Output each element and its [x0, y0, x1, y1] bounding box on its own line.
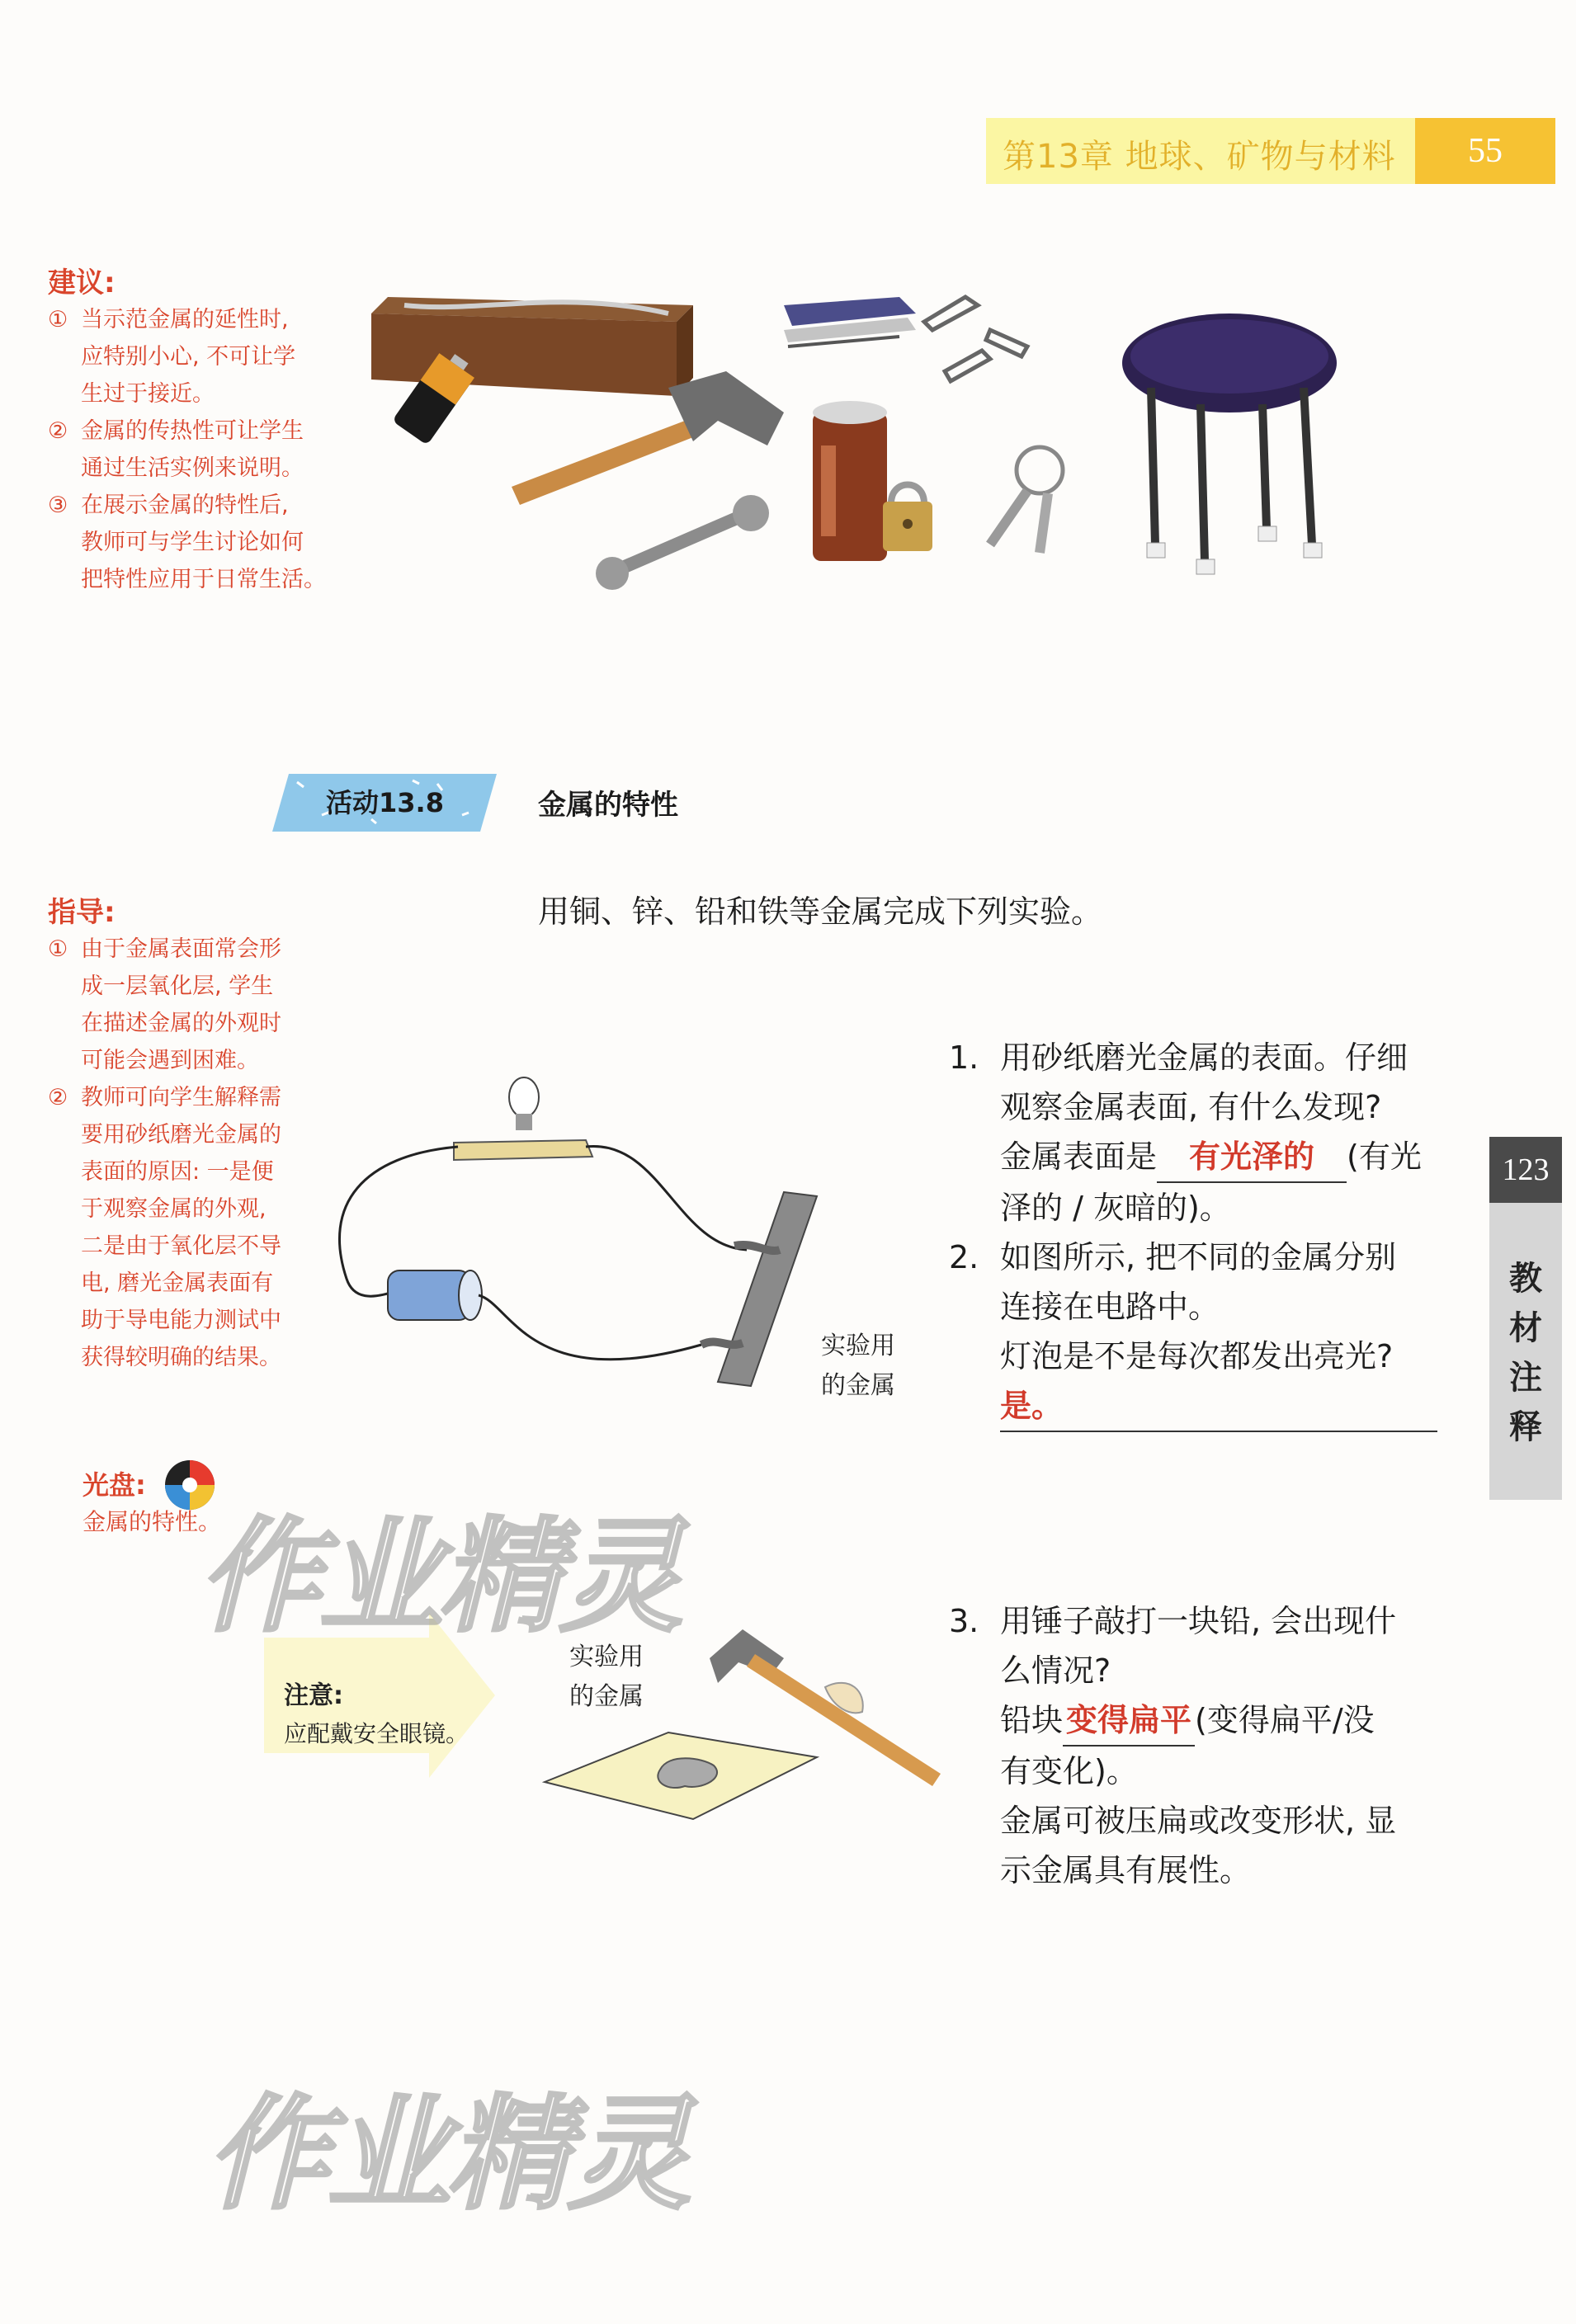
caution-text: 应配戴安全眼镜。	[284, 1720, 469, 1747]
lead-block-icon	[545, 1732, 817, 1819]
question-1: 1. 用砂纸磨光金属的表面。仔细 观察金属表面, 有什么发现? 金属表面是 有光泽的 (有光 泽的 / 灰暗的)。	[949, 1039, 1422, 1226]
wooden-block-icon	[371, 297, 693, 396]
guidance-item-1: ① 由于金属表面常会形 成一层氧化层, 学生 在描述金属的外观时 可能会遇到困难。	[48, 936, 281, 1073]
paper-clips-icon	[924, 297, 1027, 381]
guidance-list	[48, 931, 328, 1376]
activity-intro: 用铜、锌、铅和铁等金属完成下列实验。	[538, 893, 1103, 930]
watermark: 作业精灵	[198, 1506, 681, 1649]
suggestion-item-1: ① 当示范金属的延性时, 应特别小心, 不可让学 生过于接近。	[48, 307, 296, 407]
circuit-metal-label: 实验用 的金属	[821, 1332, 895, 1400]
side-tab-label: 教 材 注 释	[1509, 1260, 1542, 1446]
caution-heading: 注意:	[284, 1681, 343, 1710]
hammer-metal-label: 实验用 的金属	[569, 1643, 644, 1711]
metal-strip-icon	[718, 1192, 817, 1386]
watermark: 作业精灵	[206, 2083, 689, 2227]
guidance-heading: 指导:	[48, 896, 116, 929]
activity-number: 活动13.8	[326, 787, 444, 818]
cd-text: 金属的特性。	[83, 1508, 222, 1535]
guidance-item-2: ② 教师可向学生解释需 要用砂纸磨光金属的 表面的原因: 一是便 于观察金属的外观, 二是由于氧化层不导 电, 磨光金属表面有 助于导电能力测试中 获得较明确的结果。	[48, 1085, 281, 1370]
activity-title: 金属的特性	[538, 789, 678, 822]
padlock-icon	[883, 485, 932, 552]
answer-q2: 是。	[1000, 1388, 1064, 1424]
chapter-title: 第13章 地球、矿物与材料	[1003, 138, 1396, 176]
keys-icon	[990, 447, 1063, 553]
light-bulb-icon	[454, 1077, 592, 1160]
battery-cell-icon	[388, 1270, 482, 1320]
can-icon	[813, 401, 887, 561]
answer-q1: 有光泽的	[1157, 1132, 1347, 1183]
side-tab-page-number: 123	[1489, 1137, 1562, 1203]
answer-q3: 变得扁平	[1063, 1695, 1195, 1747]
suggestion-item-3: ③ 在展示金属的特性后, 教师可与学生讨论如何 把特性应用于日常生活。	[48, 493, 326, 592]
suggestion-list	[48, 301, 345, 598]
cd-heading: 光盘:	[83, 1469, 146, 1501]
question-3: 3. 用锤子敲打一块铅, 会出现什 么情况? 铅块 变得扁平 (变得扁平/没 有变化)。 金属可被压扁或改变形状, 显 示金属具有展性。	[949, 1603, 1397, 1888]
stool-icon	[1122, 313, 1337, 574]
question-2: 2. 如图所示, 把不同的金属分别 连接在电路中。 灯泡是不是每次都发出亮光? 是。	[949, 1233, 1477, 1432]
suggestion-item-2: ② 金属的传热性可让学生 通过生活实例来说明。	[48, 418, 304, 481]
wrench-icon	[596, 495, 769, 590]
metal-objects-illustration	[355, 280, 1510, 610]
suggestion-heading: 建议:	[48, 266, 116, 299]
stapler-icon	[784, 297, 916, 346]
page-number: 55	[1415, 118, 1555, 184]
